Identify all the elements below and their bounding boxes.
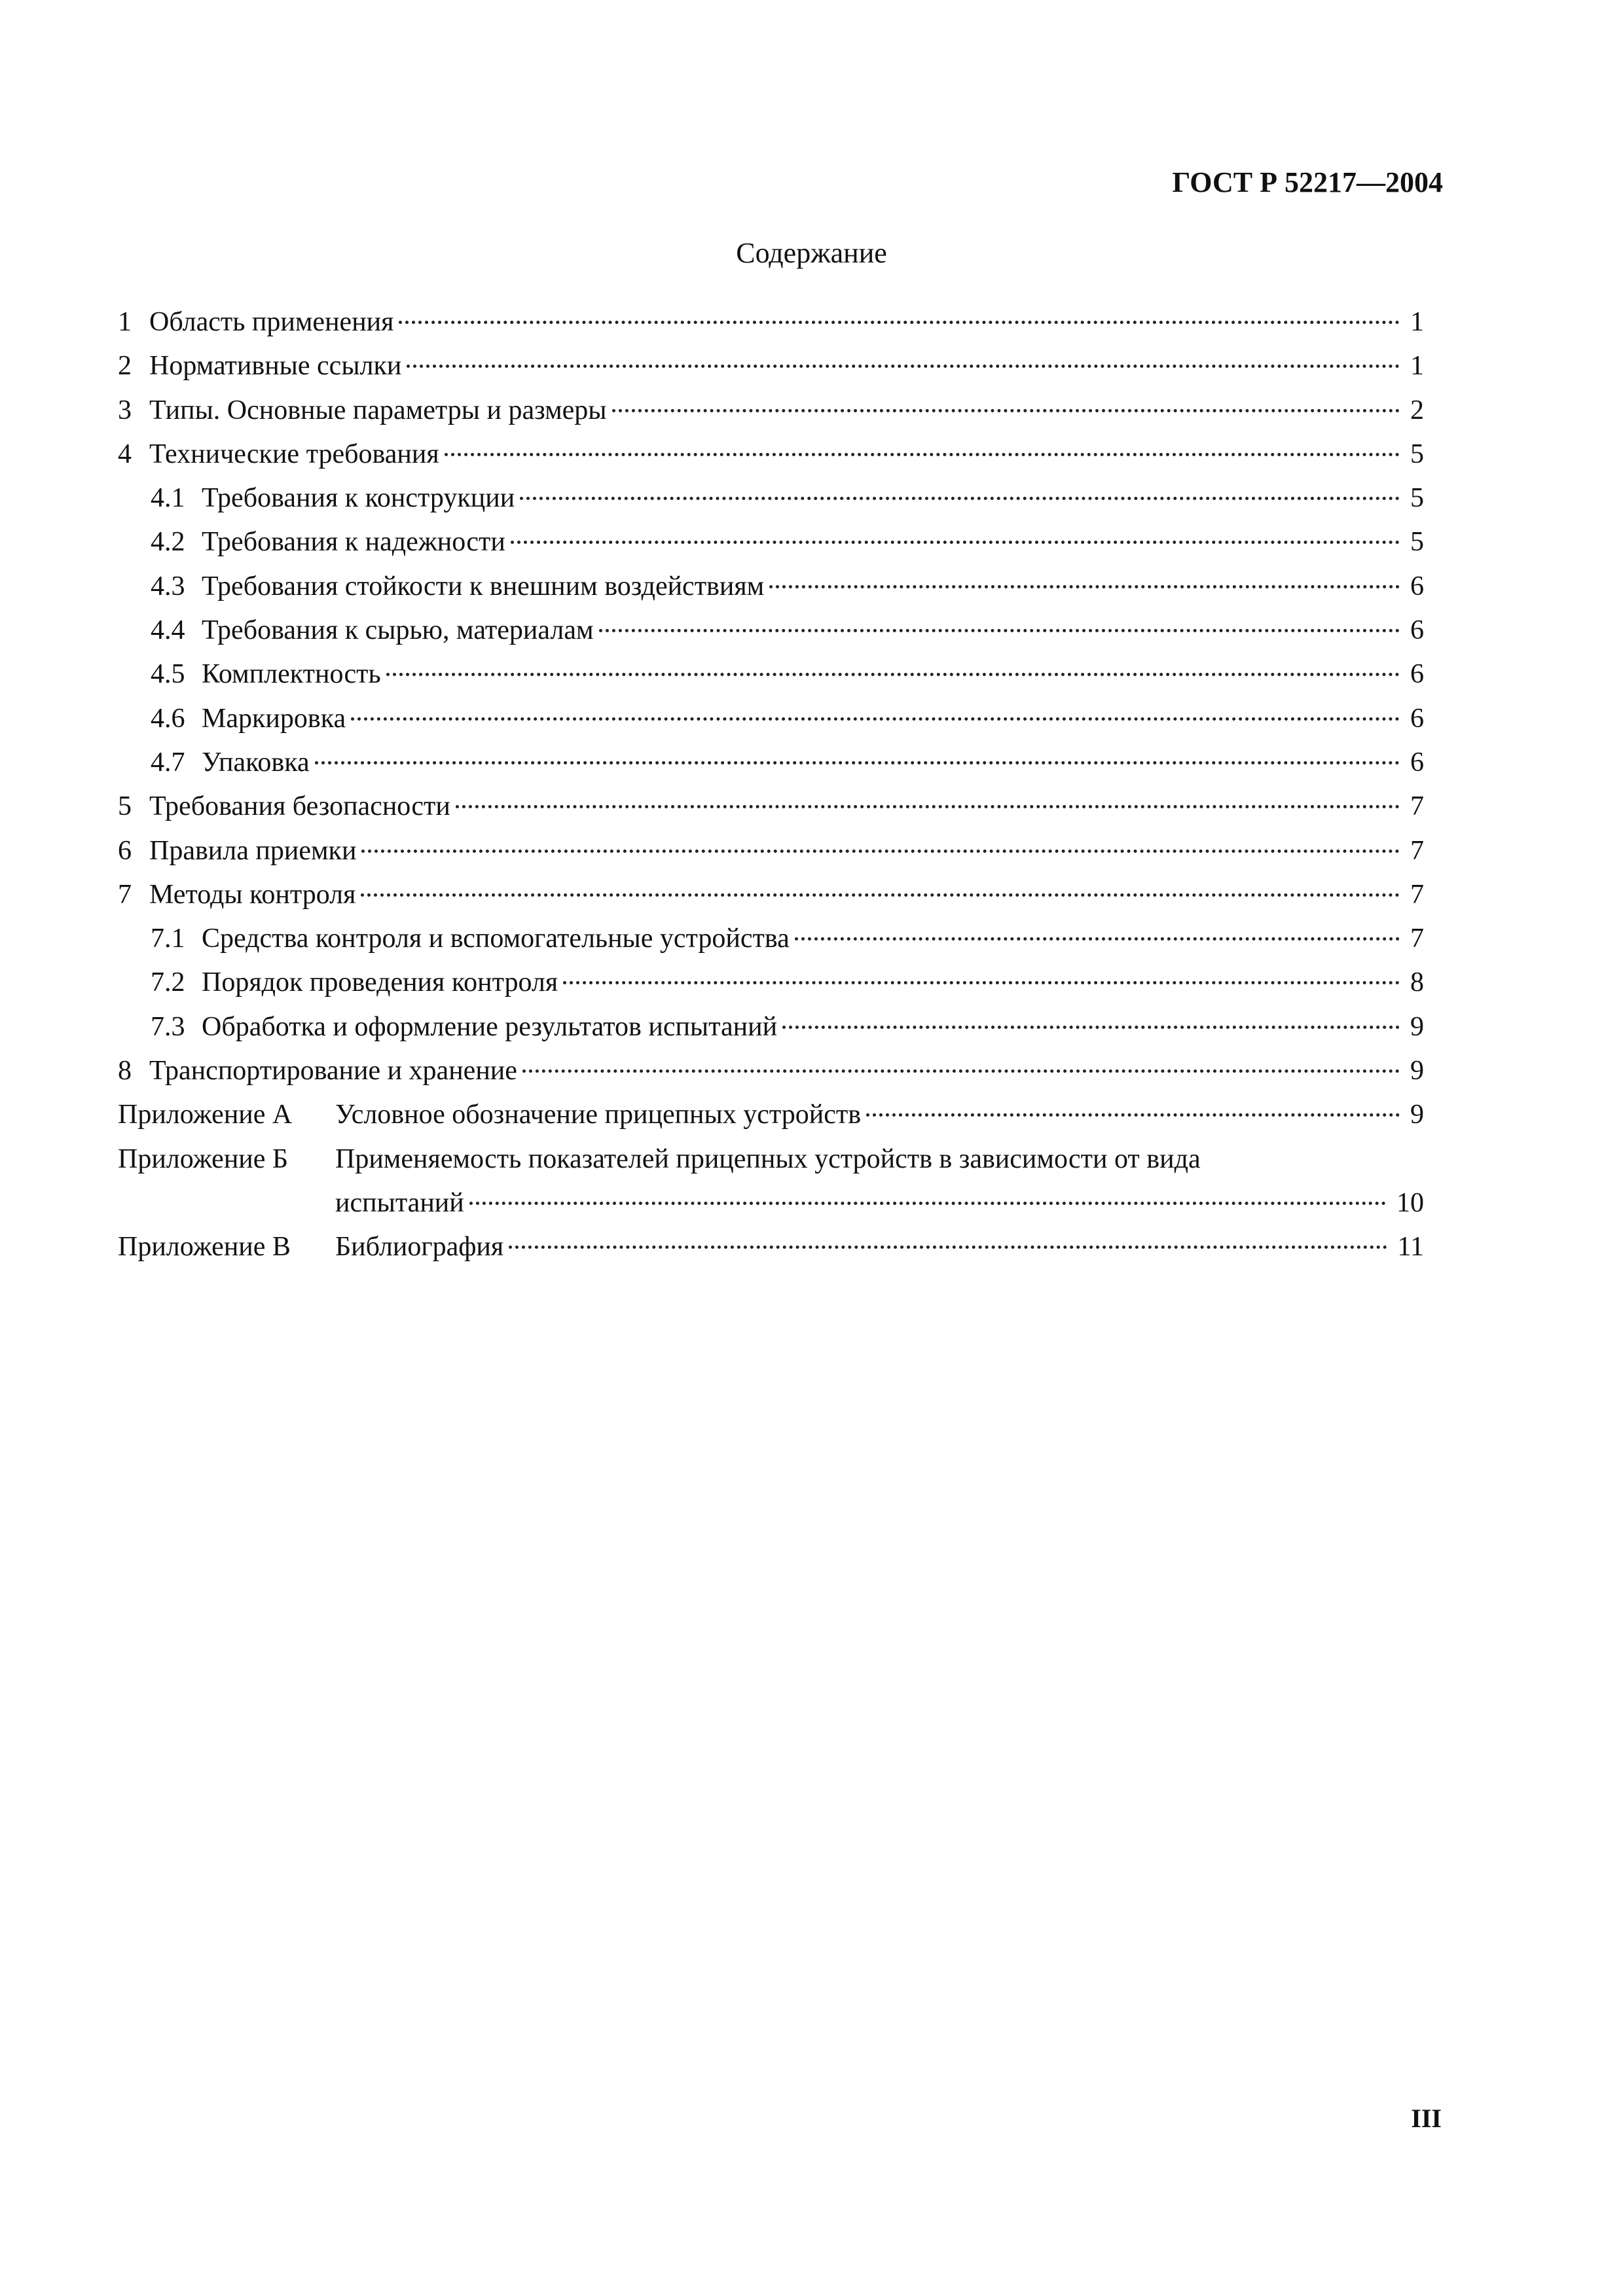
dot-leader: [456, 805, 1400, 808]
toc-entry-number: 3: [118, 395, 132, 425]
toc-entry-3[interactable]: [118, 389, 1424, 433]
toc-entry-8[interactable]: [118, 1049, 1424, 1093]
toc-entry-7-1[interactable]: [118, 917, 1424, 961]
dot-leader: [522, 1069, 1400, 1073]
dot-leader: [520, 497, 1400, 500]
toc-entry-4-7[interactable]: [118, 741, 1424, 785]
toc-entry-page: 9: [1410, 1056, 1424, 1086]
toc-entry-4-5[interactable]: [118, 653, 1424, 696]
toc-entry-number: 1: [118, 307, 132, 337]
toc-entry-page: 9: [1410, 1011, 1424, 1042]
toc-annex-label: Приложение Б: [118, 1143, 289, 1174]
toc-entry-page: 5: [1410, 527, 1424, 558]
toc-entry-number: 4.7: [151, 747, 185, 778]
toc-entry-4-1[interactable]: [118, 476, 1424, 520]
toc-entry-page: 7: [1410, 924, 1424, 954]
dot-leader: [386, 673, 1400, 676]
toc-entry-number: 4.4: [151, 615, 185, 646]
toc-entry-title-continuation: испытаний: [335, 1187, 464, 1218]
toc-entry-title: Требования к надежности: [202, 527, 505, 558]
toc-entry-7[interactable]: [118, 873, 1424, 917]
dot-leader: [361, 850, 1400, 853]
toc-entry-title: Транспортирование и хранение: [149, 1056, 517, 1086]
toc-entry-number: 4: [118, 439, 132, 469]
dot-leader: [795, 937, 1400, 941]
dot-leader: [511, 541, 1400, 544]
toc-entry-4[interactable]: [118, 433, 1424, 476]
toc-entry-number: 7.1: [151, 924, 185, 954]
dot-leader: [599, 629, 1400, 632]
toc-entry-1[interactable]: [118, 300, 1424, 344]
dot-leader: [469, 1202, 1386, 1205]
standard-code: ГОСТ Р 52217—2004: [1172, 166, 1443, 198]
toc-entry-title: Область применения: [149, 307, 394, 337]
toc-entry-page: 6: [1410, 747, 1424, 778]
toc-entry-title: Обработка и оформление результатов испытаний: [202, 1011, 778, 1042]
toc-entry-number: 4.6: [151, 703, 185, 734]
toc-entry-title: Упаковка: [202, 747, 310, 778]
dot-leader: [769, 585, 1400, 588]
toc-entry-title: Порядок проведения контроля: [202, 967, 558, 998]
toc-entry-number: 4.5: [151, 659, 185, 690]
toc-entry-title: Условное обозначение прицепных устройств: [335, 1100, 862, 1130]
toc-entry-page: 7: [1410, 791, 1424, 822]
toc-heading: Содержание: [736, 237, 887, 269]
toc-entry-number: 4.2: [151, 527, 185, 558]
toc-entry-number: 7.3: [151, 1011, 185, 1042]
dot-leader: [782, 1026, 1400, 1029]
toc-entry-title: Типы. Основные параметры и размеры: [149, 395, 607, 425]
toc-entry-title: Технические требования: [149, 439, 439, 469]
toc-entry-title: Требования стойкости к внешним воздействиям: [202, 571, 765, 601]
toc-entry-4-2[interactable]: [118, 520, 1424, 564]
toc-entry-page: 11: [1397, 1232, 1424, 1263]
toc-entry-4-6[interactable]: [118, 697, 1424, 741]
toc-annex-label: Приложение В: [118, 1232, 291, 1263]
dot-leader: [399, 321, 1400, 324]
dot-leader: [509, 1246, 1387, 1249]
dot-leader: [612, 409, 1400, 412]
toc-entry-annex-v[interactable]: [118, 1225, 1424, 1269]
toc-entry-title: Методы контроля: [149, 879, 356, 910]
toc-entry-page: 6: [1410, 659, 1424, 690]
toc-entry-title: Применяемость показателей прицепных устройств в зависимости от вида: [335, 1143, 1201, 1174]
toc-entry-2[interactable]: [118, 344, 1424, 388]
toc-entry-page: 7: [1410, 835, 1424, 866]
toc-entry-number: 8: [118, 1056, 132, 1086]
toc-entry-number: 6: [118, 835, 132, 866]
toc-entry-title: Библиография: [335, 1232, 504, 1263]
dot-leader: [315, 761, 1400, 764]
toc-entry-page: 1: [1410, 307, 1424, 337]
toc-entry-page: 6: [1410, 571, 1424, 601]
toc-entry-number: 4.1: [151, 483, 185, 514]
page-number: III: [1411, 2104, 1442, 2133]
toc-entry-page: 8: [1410, 967, 1424, 998]
toc-entry-4-3[interactable]: [118, 565, 1424, 609]
toc-entry-4-4[interactable]: [118, 609, 1424, 653]
toc-entry-number: 2: [118, 351, 132, 382]
toc-entry-annex-b[interactable]: [118, 1138, 1424, 1181]
dot-leader: [407, 365, 1400, 368]
toc-entry-title: Маркировка: [202, 703, 346, 734]
toc-entry-7-3[interactable]: [118, 1005, 1424, 1049]
toc-entry-title: Требования к сырью, материалам: [202, 615, 594, 646]
toc-annex-label: Приложение А: [118, 1100, 293, 1130]
toc-entry-title: Средства контроля и вспомогательные устройства: [202, 924, 790, 954]
toc-entry-annex-a[interactable]: [118, 1093, 1424, 1137]
table-of-contents: [118, 300, 1424, 1270]
toc-entry-number: 7.2: [151, 967, 185, 998]
dot-leader: [866, 1113, 1400, 1117]
toc-entry-page: 1: [1410, 351, 1424, 382]
dot-leader: [351, 717, 1400, 721]
toc-entry-title: Комплектность: [202, 659, 381, 690]
toc-entry-annex-b-continuation[interactable]: [118, 1181, 1424, 1225]
toc-entry-page: 10: [1396, 1187, 1424, 1218]
toc-entry-page: 9: [1410, 1100, 1424, 1130]
toc-entry-number: 4.3: [151, 571, 185, 601]
dot-leader: [563, 981, 1400, 984]
toc-entry-number: 5: [118, 791, 132, 822]
toc-entry-page: 5: [1410, 483, 1424, 514]
toc-entry-7-2[interactable]: [118, 961, 1424, 1005]
toc-entry-title: Требования безопасности: [149, 791, 450, 822]
dot-leader: [445, 453, 1400, 456]
toc-entry-page: 6: [1410, 703, 1424, 734]
toc-entry-title: Нормативные ссылки: [149, 351, 402, 382]
toc-entry-page: 5: [1410, 439, 1424, 469]
dot-leader: [361, 893, 1400, 897]
toc-entry-page: 7: [1410, 879, 1424, 910]
toc-entry-number: 7: [118, 879, 132, 910]
toc-entry-title: Требования к конструкции: [202, 483, 515, 514]
toc-entry-page: 6: [1410, 615, 1424, 646]
toc-entry-6[interactable]: [118, 829, 1424, 873]
toc-entry-page: 2: [1410, 395, 1424, 425]
toc-entry-title: Правила приемки: [149, 835, 357, 866]
toc-entry-5[interactable]: [118, 785, 1424, 829]
